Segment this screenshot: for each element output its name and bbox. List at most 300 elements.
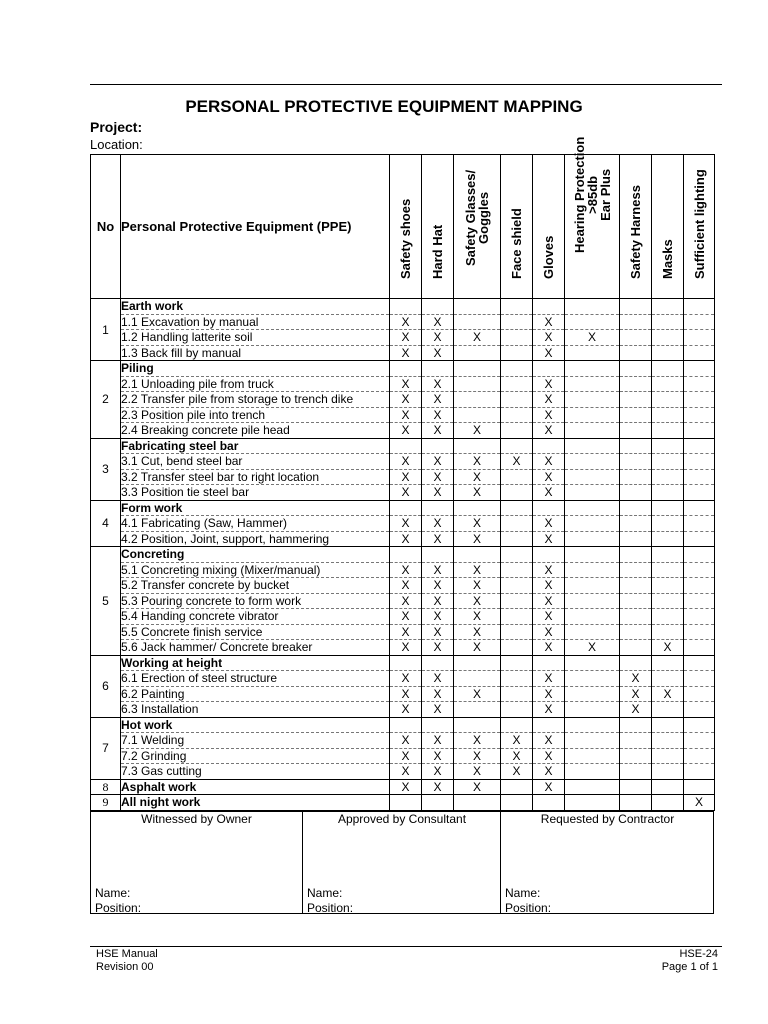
- ppe-mark-cell: X: [533, 376, 565, 392]
- activity-label: 7.2 Grinding: [121, 748, 390, 764]
- ppe-mark-cell: [652, 748, 684, 764]
- ppe-mark-cell: [565, 438, 620, 454]
- ppe-mark-cell: X: [422, 423, 454, 439]
- signature-block: [90, 811, 714, 914]
- ppe-mark-cell: [684, 779, 715, 795]
- ppe-mark-cell: [620, 345, 652, 361]
- activity-label: 2.3 Position pile into trench: [121, 407, 390, 423]
- signature-heading: Approved by Consultant: [337, 812, 467, 826]
- table-row: [91, 578, 715, 594]
- table-header-row: [91, 155, 715, 299]
- ppe-mark-cell: [422, 500, 454, 516]
- ppe-mark-cell: X: [390, 345, 422, 361]
- ppe-mark-cell: [620, 299, 652, 315]
- ppe-mark-cell: [652, 361, 684, 377]
- group-title-row: [91, 438, 715, 454]
- activity-label: 1.1 Excavation by manual: [121, 314, 390, 330]
- ppe-mark-cell: X: [390, 423, 422, 439]
- ppe-mark-cell: [533, 717, 565, 733]
- ppe-mark-cell: X: [620, 671, 652, 687]
- signature-column: [500, 812, 714, 913]
- ppe-mark-cell: X: [501, 764, 533, 780]
- ppe-mark-cell: [454, 392, 501, 408]
- ppe-mark-cell: [684, 345, 715, 361]
- ppe-mark-cell: [501, 485, 533, 501]
- ppe-mark-cell: X: [390, 485, 422, 501]
- ppe-mark-cell: X: [454, 531, 501, 547]
- ppe-mark-cell: [684, 717, 715, 733]
- ppe-mark-cell: [652, 423, 684, 439]
- ppe-mark-cell: [565, 655, 620, 671]
- table-row: [91, 314, 715, 330]
- table-row: [91, 531, 715, 547]
- column-header: [565, 136, 620, 299]
- ppe-mark-cell: [652, 547, 684, 563]
- ppe-mark-cell: [501, 330, 533, 346]
- ppe-mark-cell: [684, 655, 715, 671]
- ppe-mark-cell: [501, 779, 533, 795]
- group-title-row: [91, 500, 715, 516]
- table-row: [91, 423, 715, 439]
- ppe-mark-cell: [454, 655, 501, 671]
- ppe-mark-cell: [620, 624, 652, 640]
- ppe-mark-cell: X: [533, 454, 565, 470]
- ppe-mark-cell: X: [533, 345, 565, 361]
- column-header-text: [399, 199, 412, 279]
- ppe-mark-cell: X: [533, 779, 565, 795]
- ppe-mark-cell: [652, 438, 684, 454]
- group-number: 7: [91, 717, 121, 779]
- ppe-mark-cell: [684, 438, 715, 454]
- ppe-mark-cell: X: [454, 578, 501, 594]
- ppe-mark-cell: [684, 733, 715, 749]
- ppe-mark-cell: [652, 299, 684, 315]
- column-header: [422, 155, 454, 299]
- ppe-mark-cell: [390, 361, 422, 377]
- ppe-mark-cell: [533, 299, 565, 315]
- ppe-mark-cell: X: [454, 562, 501, 578]
- ppe-mark-cell: X: [422, 609, 454, 625]
- table-row: [91, 345, 715, 361]
- ppe-mark-cell: [501, 438, 533, 454]
- ppe-mark-cell: X: [565, 640, 620, 656]
- ppe-mark-cell: X: [533, 702, 565, 718]
- ppe-mark-cell: [684, 485, 715, 501]
- ppe-mark-cell: [501, 593, 533, 609]
- ppe-mark-cell: [565, 392, 620, 408]
- ppe-mark-cell: [684, 609, 715, 625]
- ppe-mark-cell: [684, 299, 715, 315]
- ppe-mark-cell: X: [422, 376, 454, 392]
- ppe-mark-cell: [501, 655, 533, 671]
- ppe-mark-cell: [620, 593, 652, 609]
- ppe-mark-cell: [565, 376, 620, 392]
- ppe-mark-cell: [684, 314, 715, 330]
- ppe-mark-cell: [501, 469, 533, 485]
- ppe-mark-cell: [565, 361, 620, 377]
- group-title: Hot work: [121, 717, 390, 733]
- ppe-mark-cell: X: [422, 748, 454, 764]
- ppe-mark-cell: [454, 671, 501, 687]
- ppe-mark-cell: [620, 795, 652, 811]
- group-title: Form work: [121, 500, 390, 516]
- ppe-mark-cell: X: [454, 779, 501, 795]
- ppe-mark-cell: [501, 345, 533, 361]
- ppe-mark-cell: [501, 314, 533, 330]
- ppe-mark-cell: X: [422, 764, 454, 780]
- ppe-mark-cell: [652, 485, 684, 501]
- table-row: [91, 392, 715, 408]
- ppe-mark-cell: [390, 547, 422, 563]
- ppe-mark-cell: X: [390, 640, 422, 656]
- ppe-mark-cell: X: [390, 454, 422, 470]
- ppe-mark-cell: X: [533, 764, 565, 780]
- ppe-mark-cell: [684, 562, 715, 578]
- footer-page: Page 1 of 1: [661, 961, 718, 973]
- ppe-mark-cell: [533, 795, 565, 811]
- signature-name-label: Name:: [95, 886, 131, 900]
- ppe-mark-cell: [565, 609, 620, 625]
- ppe-mark-cell: [565, 733, 620, 749]
- ppe-mark-cell: X: [652, 686, 684, 702]
- column-header-text: [464, 170, 490, 266]
- ppe-mark-cell: X: [422, 562, 454, 578]
- ppe-mark-cell: [684, 531, 715, 547]
- activity-label: 5.1 Concreting mixing (Mixer/manual): [121, 562, 390, 578]
- ppe-mark-cell: [454, 702, 501, 718]
- ppe-mark-cell: [565, 469, 620, 485]
- ppe-mark-cell: [620, 655, 652, 671]
- activity-label: 5.4 Handing concrete vibrator: [121, 609, 390, 625]
- ppe-mark-cell: [533, 500, 565, 516]
- ppe-mark-cell: X: [454, 423, 501, 439]
- ppe-mark-cell: [684, 578, 715, 594]
- activity-label: 3.3 Position tie steel bar: [121, 485, 390, 501]
- ppe-mark-cell: [422, 717, 454, 733]
- column-header: [454, 155, 501, 299]
- column-header-line: Face shield: [509, 208, 524, 279]
- group-title: Fabricating steel bar: [121, 438, 390, 454]
- ppe-column-header: Personal Protective Equipment (PPE): [121, 155, 390, 299]
- activity-label: 1.3 Back fill by manual: [121, 345, 390, 361]
- ppe-mark-cell: [565, 299, 620, 315]
- ppe-mark-cell: X: [533, 469, 565, 485]
- ppe-mark-cell: X: [533, 733, 565, 749]
- ppe-mark-cell: X: [533, 516, 565, 532]
- ppe-mark-cell: [652, 655, 684, 671]
- ppe-mark-cell: X: [422, 516, 454, 532]
- ppe-mark-cell: X: [422, 671, 454, 687]
- ppe-mark-cell: [684, 764, 715, 780]
- table-row: [91, 330, 715, 346]
- ppe-mark-cell: [454, 376, 501, 392]
- ppe-mark-cell: [422, 795, 454, 811]
- ppe-mark-cell: [390, 500, 422, 516]
- ppe-mark-cell: [390, 795, 422, 811]
- ppe-mark-cell: X: [652, 640, 684, 656]
- no-column-header: No: [91, 155, 121, 299]
- ppe-mark-cell: X: [533, 485, 565, 501]
- ppe-mark-cell: [620, 454, 652, 470]
- column-header-text: [693, 169, 706, 279]
- table-row: [91, 640, 715, 656]
- group-number: 9: [91, 795, 121, 811]
- ppe-mark-cell: [565, 454, 620, 470]
- ppe-mark-cell: [620, 609, 652, 625]
- ppe-mark-cell: X: [422, 485, 454, 501]
- ppe-mark-cell: [454, 438, 501, 454]
- group-title: Concreting: [121, 547, 390, 563]
- ppe-mark-cell: [501, 531, 533, 547]
- ppe-mark-cell: X: [422, 531, 454, 547]
- footer-revision: Revision 00: [96, 961, 154, 973]
- ppe-mark-cell: X: [390, 531, 422, 547]
- column-header-line: Safety Glasses/: [463, 169, 478, 266]
- ppe-mark-cell: [620, 485, 652, 501]
- ppe-mark-cell: X: [422, 686, 454, 702]
- ppe-mark-cell: X: [533, 407, 565, 423]
- ppe-mark-cell: [565, 702, 620, 718]
- activity-label: 1.2 Handling latterite soil: [121, 330, 390, 346]
- signature-column: [91, 812, 302, 913]
- ppe-mark-cell: [454, 345, 501, 361]
- ppe-mark-cell: X: [533, 624, 565, 640]
- ppe-mark-cell: [501, 717, 533, 733]
- column-header-line: Hard Hat: [430, 224, 445, 279]
- column-header-line: >85db: [584, 175, 600, 214]
- ppe-mark-cell: [501, 516, 533, 532]
- ppe-mark-cell: [652, 330, 684, 346]
- activity-label: 2.4 Breaking concrete pile head: [121, 423, 390, 439]
- ppe-mark-cell: X: [390, 330, 422, 346]
- ppe-mark-cell: [652, 345, 684, 361]
- ppe-mark-cell: [684, 407, 715, 423]
- signature-heading: Witnessed by Owner: [141, 812, 252, 826]
- ppe-mark-cell: [454, 299, 501, 315]
- group-number: 1: [91, 299, 121, 361]
- ppe-mark-cell: [565, 717, 620, 733]
- group-number: 4: [91, 500, 121, 547]
- ppe-mark-cell: [652, 392, 684, 408]
- ppe-mark-cell: X: [390, 469, 422, 485]
- ppe-mark-cell: [684, 423, 715, 439]
- ppe-mark-cell: X: [422, 702, 454, 718]
- ppe-mark-cell: X: [533, 640, 565, 656]
- page-title: PERSONAL PROTECTIVE EQUIPMENT MAPPING: [185, 97, 583, 116]
- ppe-mark-cell: X: [422, 392, 454, 408]
- ppe-mark-cell: X: [390, 578, 422, 594]
- ppe-mark-cell: X: [422, 454, 454, 470]
- activity-label: 7.1 Welding: [121, 733, 390, 749]
- group-title-row: [91, 547, 715, 563]
- ppe-mark-cell: [684, 593, 715, 609]
- ppe-mark-cell: [565, 500, 620, 516]
- ppe-mark-cell: [652, 795, 684, 811]
- ppe-mark-cell: [565, 578, 620, 594]
- group-title-row: [91, 779, 715, 795]
- ppe-mark-cell: [422, 655, 454, 671]
- ppe-mark-cell: [620, 361, 652, 377]
- column-header: [501, 155, 533, 299]
- signature-heading: Requested by Contractor: [540, 812, 675, 826]
- ppe-mark-cell: [652, 454, 684, 470]
- ppe-mark-cell: [652, 624, 684, 640]
- ppe-mark-cell: [620, 423, 652, 439]
- ppe-mark-cell: [565, 345, 620, 361]
- group-title-row: [91, 655, 715, 671]
- signature-column: [302, 812, 501, 913]
- ppe-mark-cell: X: [533, 578, 565, 594]
- ppe-mark-cell: [620, 469, 652, 485]
- ppe-mark-cell: [652, 779, 684, 795]
- ppe-mark-cell: X: [454, 485, 501, 501]
- ppe-mark-cell: [565, 485, 620, 501]
- ppe-mark-cell: [422, 547, 454, 563]
- column-header: [390, 155, 422, 299]
- ppe-mark-cell: X: [565, 330, 620, 346]
- group-title-row: [91, 299, 715, 315]
- ppe-mark-cell: X: [390, 624, 422, 640]
- ppe-mark-cell: X: [454, 686, 501, 702]
- ppe-mark-cell: [565, 547, 620, 563]
- column-header: [652, 155, 684, 299]
- ppe-mark-cell: X: [390, 779, 422, 795]
- ppe-mark-cell: [684, 392, 715, 408]
- activity-label: 5.6 Jack hammer/ Concrete breaker: [121, 640, 390, 656]
- ppe-mark-cell: [652, 593, 684, 609]
- ppe-mark-cell: [684, 500, 715, 516]
- table-body: [91, 299, 715, 811]
- ppe-mark-cell: [620, 779, 652, 795]
- ppe-mark-cell: X: [390, 392, 422, 408]
- ppe-mark-cell: X: [684, 795, 715, 811]
- ppe-mark-cell: [620, 407, 652, 423]
- ppe-mark-cell: X: [422, 314, 454, 330]
- ppe-mark-cell: [652, 500, 684, 516]
- ppe-mark-cell: [620, 531, 652, 547]
- ppe-mark-cell: [652, 733, 684, 749]
- ppe-mark-cell: [652, 578, 684, 594]
- ppe-mark-cell: [501, 624, 533, 640]
- table-row: [91, 469, 715, 485]
- group-number: 8: [91, 779, 121, 795]
- ppe-mark-cell: [454, 547, 501, 563]
- activity-label: 5.2 Transfer concrete by bucket: [121, 578, 390, 594]
- ppe-mark-cell: [501, 299, 533, 315]
- table-row: [91, 671, 715, 687]
- ppe-mark-cell: [422, 361, 454, 377]
- activity-label: 3.1 Cut, bend steel bar: [121, 454, 390, 470]
- column-header-line: Hearing Protection: [571, 136, 587, 253]
- footer-manual: HSE Manual: [96, 948, 158, 960]
- ppe-mark-cell: [454, 500, 501, 516]
- ppe-mark-cell: [565, 748, 620, 764]
- ppe-mark-cell: [684, 454, 715, 470]
- ppe-mark-cell: X: [501, 454, 533, 470]
- ppe-mark-cell: [565, 593, 620, 609]
- ppe-mark-cell: [684, 376, 715, 392]
- ppe-mark-cell: X: [533, 686, 565, 702]
- ppe-mark-cell: X: [454, 469, 501, 485]
- column-header-line: Gloves: [541, 235, 556, 279]
- project-label: Project:: [90, 119, 143, 135]
- ppe-mark-cell: [565, 314, 620, 330]
- ppe-mark-cell: [501, 578, 533, 594]
- group-title: Earth work: [121, 299, 390, 315]
- ppe-mark-cell: [684, 748, 715, 764]
- ppe-mark-cell: X: [533, 392, 565, 408]
- column-header-line: Safety Harness: [628, 185, 643, 279]
- column-header-text: [510, 208, 523, 279]
- ppe-mark-cell: X: [533, 593, 565, 609]
- column-header-line: Goggles: [476, 191, 491, 244]
- ppe-mark-cell: X: [533, 748, 565, 764]
- table-row: [91, 686, 715, 702]
- ppe-mark-cell: [620, 578, 652, 594]
- ppe-mark-cell: [501, 671, 533, 687]
- group-title-row: [91, 717, 715, 733]
- ppe-mark-cell: [390, 438, 422, 454]
- ppe-mark-cell: X: [454, 593, 501, 609]
- bottom-rule: [90, 946, 722, 947]
- ppe-mark-cell: X: [422, 640, 454, 656]
- ppe-mark-cell: X: [501, 733, 533, 749]
- table-row: [91, 702, 715, 718]
- ppe-mark-cell: X: [454, 764, 501, 780]
- column-header: [533, 155, 565, 299]
- footer-doc-code: HSE-24: [679, 948, 718, 960]
- ppe-mark-cell: [620, 314, 652, 330]
- ppe-mark-cell: [620, 547, 652, 563]
- ppe-mark-cell: X: [422, 578, 454, 594]
- ppe-mark-cell: X: [454, 748, 501, 764]
- activity-label: 7.3 Gas cutting: [121, 764, 390, 780]
- ppe-mark-cell: X: [620, 702, 652, 718]
- ppe-mark-cell: [533, 547, 565, 563]
- activity-label: 2.1 Unloading pile from truck: [121, 376, 390, 392]
- ppe-mark-cell: [565, 531, 620, 547]
- ppe-mark-cell: [501, 562, 533, 578]
- ppe-mark-cell: [454, 361, 501, 377]
- ppe-mark-cell: [620, 376, 652, 392]
- group-number: 5: [91, 547, 121, 656]
- ppe-mark-cell: [533, 655, 565, 671]
- ppe-mark-cell: [501, 423, 533, 439]
- ppe-mark-cell: X: [533, 330, 565, 346]
- ppe-mark-cell: [620, 330, 652, 346]
- ppe-mark-cell: X: [501, 748, 533, 764]
- column-header-text: [542, 236, 555, 279]
- signature-position-label: Position:: [505, 901, 552, 915]
- ppe-mark-cell: X: [422, 624, 454, 640]
- ppe-mark-cell: [454, 717, 501, 733]
- ppe-mark-cell: [620, 733, 652, 749]
- ppe-mark-cell: [501, 376, 533, 392]
- activity-label: 6.1 Erection of steel structure: [121, 671, 390, 687]
- ppe-mark-cell: [565, 764, 620, 780]
- table-row: [91, 609, 715, 625]
- ppe-mark-cell: X: [422, 330, 454, 346]
- ppe-mark-cell: [565, 779, 620, 795]
- ppe-mark-cell: [684, 671, 715, 687]
- activity-label: 3.2 Transfer steel bar to right location: [121, 469, 390, 485]
- ppe-mark-cell: X: [390, 407, 422, 423]
- ppe-mark-cell: X: [422, 593, 454, 609]
- table-row: [91, 764, 715, 780]
- ppe-mark-cell: [620, 764, 652, 780]
- ppe-mark-cell: X: [422, 345, 454, 361]
- ppe-mark-cell: [565, 671, 620, 687]
